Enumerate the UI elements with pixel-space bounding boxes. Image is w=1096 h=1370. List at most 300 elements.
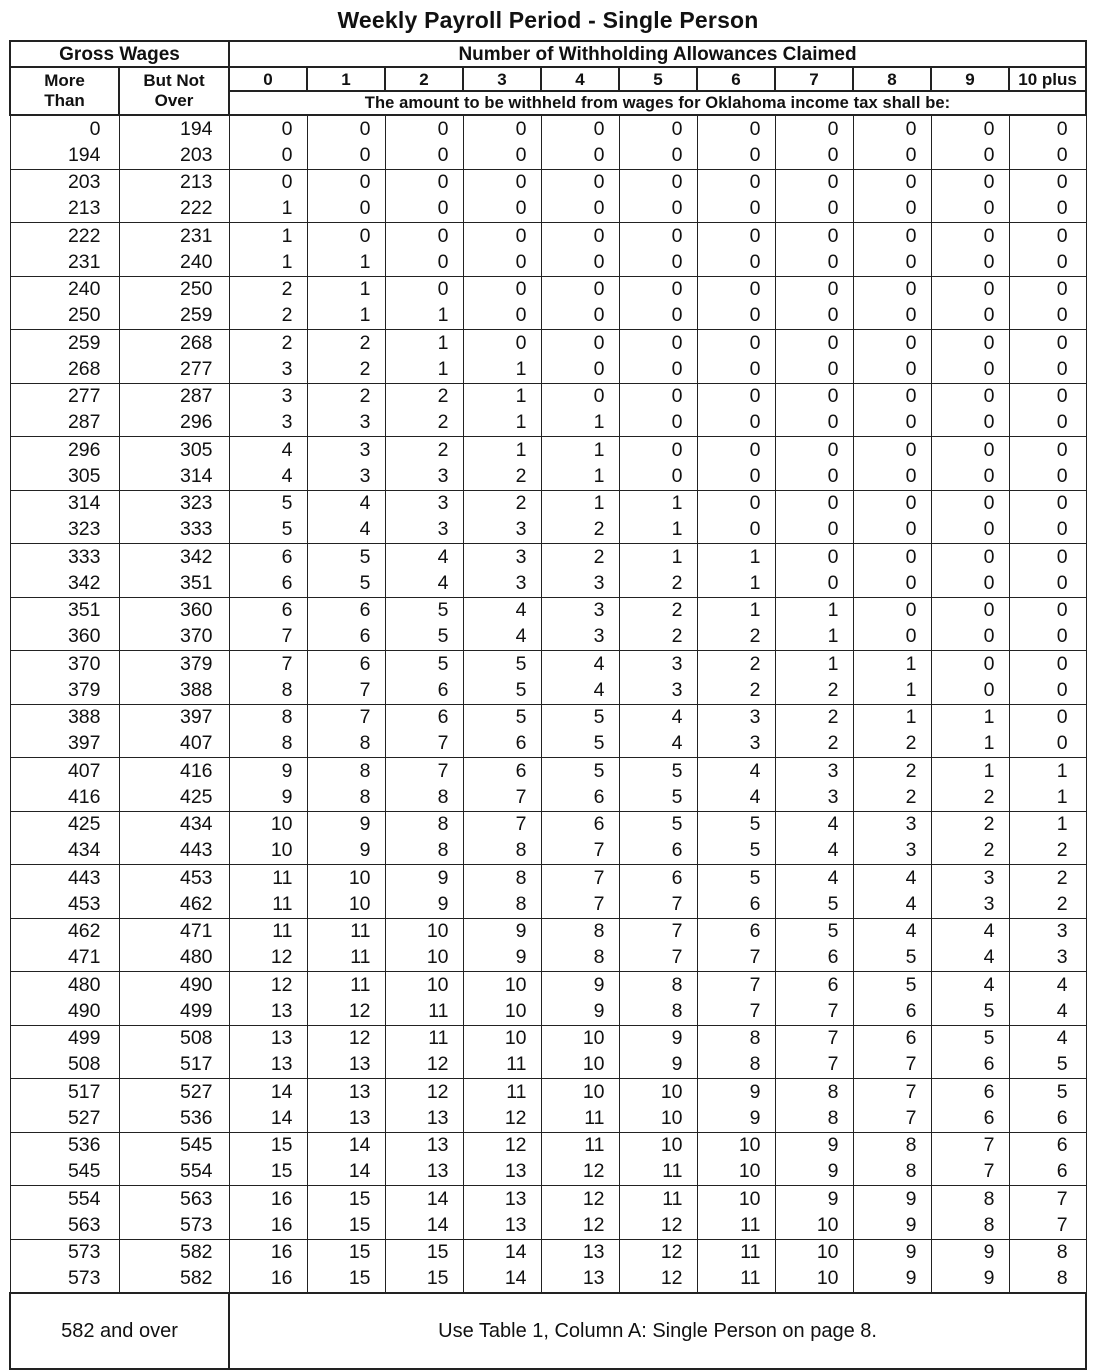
table-row	[10, 1105, 1086, 1132]
withholding-amount-cell: 2	[931, 784, 1009, 811]
withholding-amount-cell: 1	[385, 356, 463, 383]
withholding-amount-cell: 0	[1009, 115, 1086, 142]
withholding-amount-cell: 0	[697, 196, 775, 223]
withholding-amount-cell: 8	[385, 811, 463, 838]
withholding-amount-cell: 1	[307, 276, 385, 303]
withholding-amount-cell: 0	[931, 115, 1009, 142]
withholding-amount-cell: 3	[307, 410, 385, 437]
withholding-amount-cell: 9	[541, 972, 619, 999]
withholding-amount-cell: 5	[775, 891, 853, 918]
withholding-amount-cell: 0	[853, 142, 931, 169]
wage-more-than-cell: 462	[10, 918, 119, 945]
withholding-amount-cell: 4	[775, 838, 853, 865]
wage-but-not-over-cell: 213	[119, 169, 229, 196]
withholding-amount-cell: 0	[541, 223, 619, 250]
allowance-col-header: 9	[931, 67, 1009, 91]
wage-but-not-over-cell: 277	[119, 356, 229, 383]
table-row	[10, 838, 1086, 865]
withholding-amount-cell: 6	[931, 1105, 1009, 1132]
withholding-amount-cell: 7	[463, 784, 541, 811]
withholding-amount-cell: 0	[1009, 142, 1086, 169]
withholding-amount-cell: 9	[463, 945, 541, 972]
withholding-amount-cell: 0	[697, 223, 775, 250]
withholding-amount-cell: 0	[853, 410, 931, 437]
wage-more-than-cell: 416	[10, 784, 119, 811]
withholding-amount-cell: 12	[307, 1025, 385, 1052]
wage-but-not-over-cell: 573	[119, 1212, 229, 1239]
withholding-amount-cell: 12	[229, 972, 307, 999]
withholding-amount-cell: 0	[541, 169, 619, 196]
withholding-amount-cell: 6	[541, 811, 619, 838]
withholding-amount-cell: 4	[229, 463, 307, 490]
wage-but-not-over-cell: 203	[119, 142, 229, 169]
withholding-amount-cell: 3	[463, 517, 541, 544]
table-row	[10, 758, 1086, 785]
withholding-amount-cell: 1	[853, 651, 931, 678]
withholding-amount-cell: 0	[853, 276, 931, 303]
withholding-amount-cell: 15	[307, 1266, 385, 1293]
table-row	[10, 1266, 1086, 1293]
withholding-amount-cell: 7	[931, 1159, 1009, 1186]
withholding-amount-cell: 1	[463, 356, 541, 383]
withholding-amount-cell: 8	[697, 1052, 775, 1079]
withholding-amount-cell: 4	[697, 784, 775, 811]
withholding-amount-cell: 7	[385, 731, 463, 758]
allowance-col-header: 5	[619, 67, 697, 91]
wage-more-than-cell: 0	[10, 115, 119, 142]
wage-more-than-cell: 222	[10, 223, 119, 250]
withholding-amount-cell: 9	[307, 811, 385, 838]
withholding-amount-cell: 1	[775, 597, 853, 624]
withholding-amount-cell: 11	[307, 945, 385, 972]
wage-more-than-cell: 342	[10, 570, 119, 597]
withholding-amount-cell: 7	[697, 945, 775, 972]
withholding-amount-cell: 16	[229, 1266, 307, 1293]
wage-but-not-over-cell: 360	[119, 597, 229, 624]
withholding-amount-cell: 13	[385, 1132, 463, 1159]
withholding-amount-cell: 14	[385, 1212, 463, 1239]
table-row	[10, 276, 1086, 303]
wage-more-than-cell: 277	[10, 383, 119, 410]
wage-more-than-cell: 407	[10, 758, 119, 785]
withholding-amount-cell: 9	[853, 1186, 931, 1213]
withholding-amount-cell: 0	[775, 303, 853, 330]
withholding-amount-cell: 0	[307, 115, 385, 142]
withholding-amount-cell: 4	[307, 490, 385, 517]
withholding-amount-cell: 13	[307, 1052, 385, 1079]
withholding-amount-cell: 5	[463, 704, 541, 731]
wage-more-than-cell: 287	[10, 410, 119, 437]
withholding-amount-cell: 3	[229, 410, 307, 437]
withholding-amount-cell: 13	[229, 1052, 307, 1079]
withholding-amount-cell: 0	[619, 276, 697, 303]
withholding-amount-cell: 0	[697, 383, 775, 410]
withholding-amount-cell: 0	[463, 115, 541, 142]
withholding-amount-cell: 0	[853, 196, 931, 223]
withholding-amount-cell: 11	[463, 1052, 541, 1079]
withholding-amount-cell: 9	[385, 865, 463, 892]
withholding-amount-cell: 0	[697, 410, 775, 437]
withholding-note: The amount to be withheld from wages for Oklahoma income tax shall be:	[229, 91, 1086, 115]
table-row	[10, 410, 1086, 437]
table-row	[10, 383, 1086, 410]
withholding-amount-cell: 0	[541, 356, 619, 383]
withholding-amount-cell: 10	[385, 945, 463, 972]
withholding-amount-cell: 3	[853, 838, 931, 865]
withholding-amount-cell: 3	[619, 677, 697, 704]
withholding-amount-cell: 8	[619, 972, 697, 999]
withholding-amount-cell: 3	[931, 865, 1009, 892]
wage-more-than-cell: 351	[10, 597, 119, 624]
withholding-amount-cell: 1	[229, 223, 307, 250]
wage-but-not-over-cell: 425	[119, 784, 229, 811]
withholding-amount-cell: 10	[229, 838, 307, 865]
wage-more-than-cell: 443	[10, 865, 119, 892]
withholding-amount-cell: 8	[463, 865, 541, 892]
wage-more-than-cell: 388	[10, 704, 119, 731]
withholding-amount-cell: 8	[541, 918, 619, 945]
withholding-amount-cell: 0	[307, 142, 385, 169]
withholding-amount-cell: 5	[853, 945, 931, 972]
withholding-amount-cell: 0	[853, 517, 931, 544]
allowance-col-header: 4	[541, 67, 619, 91]
withholding-amount-cell: 5	[307, 570, 385, 597]
wage-but-not-over-cell: 240	[119, 249, 229, 276]
withholding-amount-cell: 8	[229, 704, 307, 731]
withholding-amount-cell: 0	[541, 196, 619, 223]
withholding-amount-cell: 14	[307, 1159, 385, 1186]
withholding-amount-cell: 7	[541, 865, 619, 892]
wage-more-than-cell: 453	[10, 891, 119, 918]
withholding-amount-cell: 3	[229, 356, 307, 383]
withholding-amount-cell: 10	[307, 891, 385, 918]
withholding-amount-cell: 1	[541, 437, 619, 464]
wage-but-not-over-cell: 563	[119, 1186, 229, 1213]
withholding-amount-cell: 2	[1009, 838, 1086, 865]
wage-more-than-cell: 194	[10, 142, 119, 169]
withholding-amount-cell: 5	[541, 731, 619, 758]
withholding-amount-cell: 0	[541, 249, 619, 276]
withholding-amount-cell: 2	[853, 758, 931, 785]
withholding-amount-cell: 7	[1009, 1212, 1086, 1239]
withholding-amount-cell: 9	[229, 758, 307, 785]
withholding-amount-cell: 5	[229, 490, 307, 517]
withholding-amount-cell: 2	[697, 651, 775, 678]
wage-more-than-cell: 268	[10, 356, 119, 383]
wage-more-than-cell: 527	[10, 1105, 119, 1132]
withholding-amount-cell: 0	[619, 249, 697, 276]
withholding-amount-cell: 3	[541, 570, 619, 597]
withholding-amount-cell: 11	[541, 1105, 619, 1132]
withholding-amount-cell: 0	[1009, 597, 1086, 624]
withholding-amount-cell: 0	[697, 303, 775, 330]
table-row	[10, 624, 1086, 651]
allowance-col-header: 1	[307, 67, 385, 91]
withholding-amount-cell: 10	[385, 972, 463, 999]
withholding-amount-cell: 0	[931, 249, 1009, 276]
withholding-amount-cell: 13	[463, 1159, 541, 1186]
wage-but-not-over-cell: 499	[119, 998, 229, 1025]
withholding-amount-cell: 9	[775, 1186, 853, 1213]
wage-more-than-cell: 545	[10, 1159, 119, 1186]
withholding-amount-cell: 1	[463, 437, 541, 464]
withholding-amount-cell: 12	[307, 998, 385, 1025]
withholding-amount-cell: 7	[463, 811, 541, 838]
withholding-amount-cell: 0	[775, 142, 853, 169]
withholding-amount-cell: 11	[697, 1266, 775, 1293]
wage-more-than-cell: 499	[10, 1025, 119, 1052]
withholding-amount-cell: 0	[1009, 410, 1086, 437]
withholding-amount-cell: 0	[931, 356, 1009, 383]
wage-more-than-cell: 490	[10, 998, 119, 1025]
withholding-amount-cell: 6	[853, 1025, 931, 1052]
table-row	[10, 1212, 1086, 1239]
withholding-amount-cell: 2	[619, 597, 697, 624]
withholding-amount-cell: 8	[853, 1132, 931, 1159]
wage-but-not-over-cell: 268	[119, 330, 229, 357]
withholding-amount-cell: 14	[385, 1186, 463, 1213]
withholding-amount-cell: 8	[229, 677, 307, 704]
withholding-amount-cell: 2	[775, 731, 853, 758]
withholding-amount-cell: 2	[853, 784, 931, 811]
withholding-amount-cell: 0	[931, 142, 1009, 169]
withholding-amount-cell: 8	[1009, 1266, 1086, 1293]
withholding-amount-cell: 2	[229, 330, 307, 357]
more-than-header	[10, 67, 119, 115]
withholding-amount-cell: 0	[619, 356, 697, 383]
withholding-amount-cell: 0	[697, 490, 775, 517]
table-row	[10, 1132, 1086, 1159]
table-row	[10, 330, 1086, 357]
withholding-amount-cell: 2	[463, 463, 541, 490]
wage-but-not-over-cell: 554	[119, 1159, 229, 1186]
withholding-amount-cell: 0	[775, 410, 853, 437]
wage-more-than-cell: 240	[10, 276, 119, 303]
wage-but-not-over-cell: 582	[119, 1266, 229, 1293]
table-row	[10, 249, 1086, 276]
table-row	[10, 1186, 1086, 1213]
withholding-amount-cell: 1	[1009, 784, 1086, 811]
wage-but-not-over-cell: 462	[119, 891, 229, 918]
withholding-amount-cell: 0	[229, 115, 307, 142]
withholding-amount-cell: 0	[1009, 223, 1086, 250]
withholding-amount-cell: 14	[463, 1239, 541, 1266]
withholding-amount-cell: 2	[697, 677, 775, 704]
withholding-amount-cell: 1	[541, 410, 619, 437]
withholding-amount-cell: 9	[931, 1266, 1009, 1293]
withholding-amount-cell: 0	[385, 249, 463, 276]
withholding-amount-cell: 0	[463, 169, 541, 196]
withholding-amount-cell: 5	[931, 1025, 1009, 1052]
withholding-amount-cell: 0	[229, 169, 307, 196]
withholding-amount-cell: 3	[697, 704, 775, 731]
withholding-amount-cell: 14	[307, 1132, 385, 1159]
table-row	[10, 1239, 1086, 1266]
withholding-amount-cell: 13	[229, 1025, 307, 1052]
withholding-amount-cell: 4	[307, 517, 385, 544]
withholding-amount-cell: 10	[619, 1079, 697, 1106]
withholding-amount-cell: 0	[931, 437, 1009, 464]
table-row	[10, 918, 1086, 945]
withholding-amount-cell: 11	[229, 918, 307, 945]
withholding-amount-cell: 12	[541, 1212, 619, 1239]
withholding-amount-cell: 1	[853, 677, 931, 704]
withholding-amount-cell: 5	[385, 597, 463, 624]
withholding-amount-cell: 4	[853, 891, 931, 918]
withholding-amount-cell: 0	[697, 463, 775, 490]
wage-more-than-cell: 305	[10, 463, 119, 490]
withholding-amount-cell: 10	[229, 811, 307, 838]
table-row	[10, 704, 1086, 731]
withholding-amount-cell: 0	[541, 115, 619, 142]
withholding-amount-cell: 0	[1009, 624, 1086, 651]
wage-but-not-over-cell: 416	[119, 758, 229, 785]
withholding-amount-cell: 9	[619, 1052, 697, 1079]
wage-more-than-cell: 425	[10, 811, 119, 838]
wage-but-not-over-cell: 517	[119, 1052, 229, 1079]
withholding-amount-cell: 0	[775, 570, 853, 597]
withholding-amount-cell: 4	[385, 544, 463, 571]
withholding-amount-cell: 0	[853, 463, 931, 490]
withholding-amount-cell: 0	[463, 303, 541, 330]
withholding-amount-cell: 2	[541, 517, 619, 544]
withholding-amount-cell: 11	[619, 1159, 697, 1186]
withholding-amount-cell: 13	[541, 1239, 619, 1266]
withholding-amount-cell: 10	[697, 1186, 775, 1213]
wage-but-not-over-cell: 434	[119, 811, 229, 838]
withholding-amount-cell: 12	[541, 1186, 619, 1213]
wage-more-than-cell: 554	[10, 1186, 119, 1213]
withholding-amount-cell: 11	[541, 1132, 619, 1159]
table-row	[10, 517, 1086, 544]
withholding-amount-cell: 1	[307, 303, 385, 330]
withholding-amount-cell: 0	[1009, 249, 1086, 276]
allowance-col-header: 6	[697, 67, 775, 91]
withholding-amount-cell: 2	[619, 570, 697, 597]
table-footer	[10, 1293, 1086, 1369]
withholding-amount-cell: 5	[931, 998, 1009, 1025]
withholding-amount-cell: 13	[385, 1159, 463, 1186]
withholding-amount-cell: 8	[931, 1186, 1009, 1213]
withholding-amount-cell: 12	[619, 1212, 697, 1239]
withholding-amount-cell: 5	[697, 865, 775, 892]
table-row	[10, 891, 1086, 918]
withholding-amount-cell: 3	[385, 490, 463, 517]
withholding-amount-cell: 16	[229, 1186, 307, 1213]
withholding-amount-cell: 0	[463, 249, 541, 276]
withholding-amount-cell: 5	[697, 838, 775, 865]
wage-but-not-over-cell: 453	[119, 865, 229, 892]
withholding-amount-cell: 1	[541, 490, 619, 517]
withholding-amount-cell: 2	[385, 383, 463, 410]
withholding-amount-cell: 0	[1009, 677, 1086, 704]
withholding-amount-cell: 10	[775, 1212, 853, 1239]
wage-but-not-over-cell: 545	[119, 1132, 229, 1159]
withholding-amount-cell: 1	[385, 330, 463, 357]
withholding-amount-cell: 3	[541, 624, 619, 651]
withholding-amount-cell: 3	[775, 784, 853, 811]
withholding-amount-cell: 0	[463, 276, 541, 303]
withholding-amount-cell: 0	[775, 169, 853, 196]
withholding-amount-cell: 8	[775, 1105, 853, 1132]
withholding-amount-cell: 7	[619, 945, 697, 972]
withholding-amount-cell: 10	[307, 865, 385, 892]
withholding-amount-cell: 6	[385, 704, 463, 731]
withholding-amount-cell: 0	[1009, 544, 1086, 571]
withholding-amount-cell: 12	[463, 1132, 541, 1159]
withholding-amount-cell: 11	[697, 1212, 775, 1239]
wage-more-than-cell: 360	[10, 624, 119, 651]
withholding-amount-cell: 0	[1009, 463, 1086, 490]
withholding-amount-cell: 1	[619, 517, 697, 544]
withholding-amount-cell: 0	[463, 196, 541, 223]
withholding-amount-cell: 0	[853, 223, 931, 250]
withholding-amount-cell: 0	[931, 651, 1009, 678]
wage-but-not-over-cell: 407	[119, 731, 229, 758]
withholding-amount-cell: 0	[931, 276, 1009, 303]
withholding-amount-cell: 11	[307, 972, 385, 999]
withholding-amount-cell: 11	[697, 1239, 775, 1266]
withholding-amount-cell: 5	[541, 704, 619, 731]
withholding-amount-cell: 7	[307, 704, 385, 731]
withholding-amount-cell: 9	[853, 1239, 931, 1266]
withholding-amount-cell: 1	[463, 410, 541, 437]
withholding-amount-cell: 11	[385, 1025, 463, 1052]
withholding-amount-cell: 6	[1009, 1159, 1086, 1186]
table-row	[10, 998, 1086, 1025]
withholding-amount-cell: 3	[697, 731, 775, 758]
withholding-amount-cell: 13	[229, 998, 307, 1025]
withholding-amount-cell: 12	[385, 1052, 463, 1079]
withholding-amount-cell: 8	[385, 838, 463, 865]
withholding-amount-cell: 6	[619, 838, 697, 865]
withholding-amount-cell: 8	[931, 1212, 1009, 1239]
withholding-amount-cell: 1	[931, 731, 1009, 758]
wage-more-than-cell: 203	[10, 169, 119, 196]
withholding-amount-cell: 12	[541, 1159, 619, 1186]
wage-but-not-over-cell: 379	[119, 651, 229, 678]
withholding-amount-cell: 4	[697, 758, 775, 785]
table-row	[10, 651, 1086, 678]
withholding-amount-cell: 4	[541, 677, 619, 704]
withholding-amount-cell: 2	[541, 544, 619, 571]
withholding-amount-cell: 2	[307, 330, 385, 357]
withholding-amount-cell: 0	[1009, 651, 1086, 678]
withholding-amount-cell: 4	[931, 918, 1009, 945]
withholding-amount-cell: 8	[853, 1159, 931, 1186]
withholding-amount-cell: 8	[307, 758, 385, 785]
withholding-amount-cell: 0	[619, 330, 697, 357]
table-row	[10, 115, 1086, 142]
withholding-amount-cell: 0	[463, 223, 541, 250]
withholding-amount-cell: 4	[931, 945, 1009, 972]
withholding-amount-cell: 4	[853, 918, 931, 945]
withholding-amount-cell: 7	[307, 677, 385, 704]
withholding-amount-cell: 0	[619, 223, 697, 250]
withholding-amount-cell: 1	[229, 196, 307, 223]
allowances-header: Number of Withholding Allowances Claimed	[229, 41, 1086, 67]
withholding-amount-cell: 8	[307, 784, 385, 811]
withholding-amount-cell: 7	[853, 1105, 931, 1132]
allowance-col-header: 3	[463, 67, 541, 91]
withholding-amount-cell: 0	[1009, 330, 1086, 357]
withholding-amount-cell: 2	[697, 624, 775, 651]
wage-more-than-cell: 563	[10, 1212, 119, 1239]
withholding-amount-cell: 0	[775, 490, 853, 517]
withholding-amount-cell: 0	[619, 410, 697, 437]
wage-more-than-cell: 333	[10, 544, 119, 571]
withholding-amount-cell: 0	[775, 463, 853, 490]
